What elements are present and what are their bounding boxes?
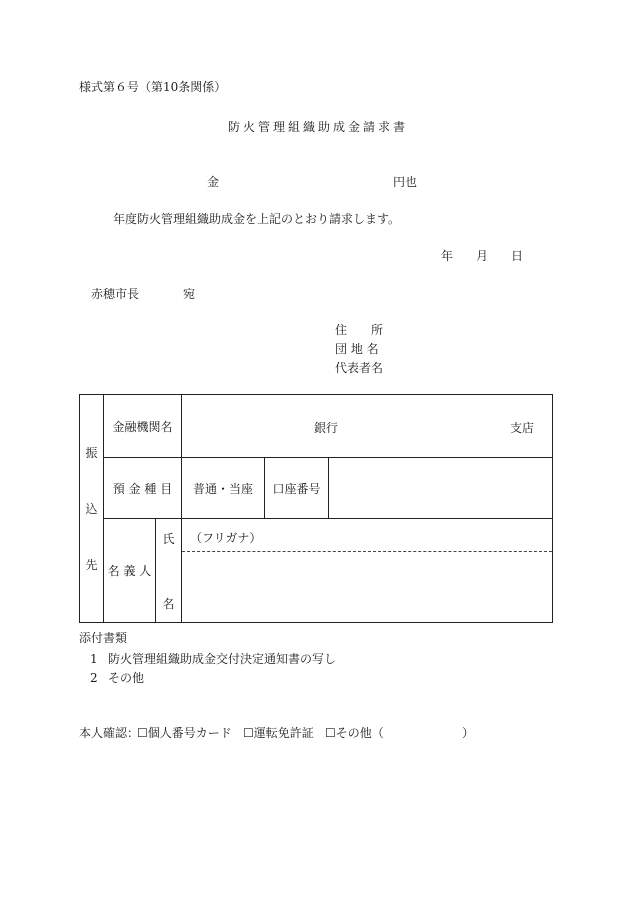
attachments-heading: 添付書類 (79, 631, 128, 645)
attachment-2-text: その他 (108, 671, 145, 685)
document-title: 防火管理組織助成金請求書 (228, 120, 409, 134)
date-day: 日 (511, 249, 524, 263)
section-char-1: 振 (85, 445, 98, 460)
addressee-name: 赤穂市長 (91, 287, 140, 301)
amount-suffix: 円也 (393, 175, 418, 189)
date-year: 年 (441, 249, 454, 263)
attachment-2-num: 2 (90, 671, 98, 685)
deposit-type-field[interactable] (182, 458, 265, 519)
address-label: 住 所 (335, 323, 384, 337)
deposit-type-value: 普通・当座 (193, 481, 254, 496)
bank-name-field[interactable] (182, 395, 553, 458)
account-number-label: 口座番号 (272, 481, 321, 496)
bank-label-cell (104, 395, 182, 458)
identity-option-other[interactable]: ☐その他（ (325, 726, 384, 740)
date-month: 月 (476, 249, 489, 263)
representative-label: 代表者名 (335, 361, 384, 375)
addressee-honorific: 宛 (183, 287, 196, 301)
section-char-2: 込 (85, 501, 98, 516)
identity-option-mynumber[interactable]: ☐個人番号カード (137, 726, 232, 740)
identity-option-license[interactable]: ☐運転免許証 (243, 726, 314, 740)
holder-label: 名 義 人 (107, 564, 152, 578)
transfer-table (79, 394, 553, 623)
identity-close-paren: ） (462, 726, 475, 740)
attachment-1-text: 防火管理組織助成金交付決定通知書の写し (108, 652, 337, 666)
name-label-cell (156, 519, 182, 623)
bank-label: 金融機関名 (112, 419, 173, 434)
account-number-label-cell (265, 458, 329, 519)
deposit-type-label-cell (104, 458, 182, 519)
attachment-1-num: 1 (90, 652, 98, 666)
account-number-field[interactable] (329, 458, 553, 519)
name-char-1: 氏 (162, 531, 175, 546)
furigana-label: （フリガナ） (190, 531, 262, 545)
bank-suffix: 銀行 (314, 421, 339, 435)
form-number: 様式第６号（第10条関係） (79, 80, 227, 94)
furigana-divider (182, 551, 552, 552)
amount-prefix: 金 (207, 175, 220, 189)
identity-check-label: 本人確認： (79, 726, 140, 740)
group-name-label: 団 地 名 (335, 342, 379, 356)
section-char-3: 先 (85, 557, 98, 572)
transfer-section-label (80, 395, 104, 623)
branch-suffix: 支店 (509, 421, 534, 435)
request-text: 年度防火管理組織助成金を上記のとおり請求します。 (113, 212, 401, 226)
name-char-2: 名 (162, 596, 175, 611)
holder-label-cell (104, 519, 156, 623)
account-holder-field[interactable] (182, 519, 553, 623)
deposit-type-label: 預 金 種 目 (112, 481, 173, 496)
